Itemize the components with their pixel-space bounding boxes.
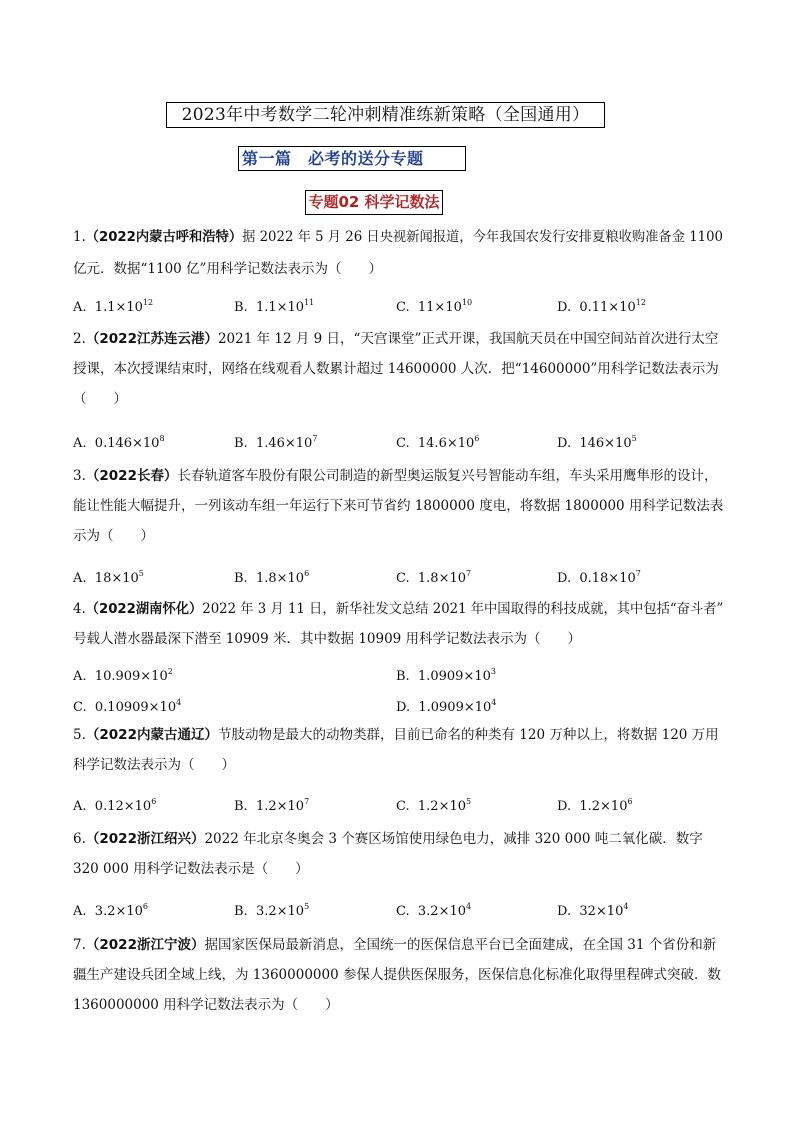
document-title: 2023年中考数学二轮冲刺精准练新策略（全国通用） [166,102,605,128]
question-2-line-1: 2.（2022江苏连云港）2021 年 12 月 9 日，“天宫课堂”正式开课，我国航天员在中国空间站首次进行太空 [73,331,719,347]
question-5-line-1: 5.（2022内蒙古通辽）节肢动物是最大的动物类群，目前已命名的种类有 120 万种以上，将数据 120 万用 [73,727,719,743]
question-1-line-2: 亿元．数据“1100 亿”用科学记数法表示为（ ） [73,261,382,277]
question-6-option-c[interactable]: C. $3.2\times 10^4$ [396,902,472,919]
question-5-option-b[interactable]: B. $1.2\times 10^7$ [234,797,310,814]
question-1-option-b[interactable]: B. $1.1\times 10^{11}$ [234,298,315,315]
question-1-option-d[interactable]: D. $0.11\times 10^{12}$ [557,298,646,315]
question-7-line-1: 7.（2022浙江宁波）据国家医保局最新消息，全国统一的医保信息平台已全面建成，在全国 31 个省份和新 [73,937,717,953]
question-2-option-b[interactable]: B. $1.46\times 10^7$ [234,434,318,451]
question-3-line-2: 能让性能大幅提升，一列该动车组一年运行下来可节省约 1800000 度电，将数据 1800000 用科学记数法表 [73,498,724,514]
question-2-option-a[interactable]: A. $0.146\times 10^8$ [73,434,165,451]
question-6-option-a[interactable]: A. $3.2\times 10^6$ [73,902,148,919]
question-7-line-3: 1360000000 用科学记数法表示为（ ） [73,997,339,1013]
question-6-option-b[interactable]: B. $3.2\times 10^5$ [234,902,310,919]
question-1-option-a[interactable]: A. $1.1\times 10^{12}$ [73,298,154,315]
question-3-option-d[interactable]: D. $0.18\times 10^7$ [557,569,641,586]
question-2-option-d[interactable]: D. $146\times 10^5$ [557,434,637,451]
question-5-option-c[interactable]: C. $1.2\times 10^5$ [396,797,472,814]
question-5-option-d[interactable]: D. $1.2\times 10^6$ [557,797,633,814]
question-3-option-c[interactable]: C. $1.8\times 10^7$ [396,569,472,586]
question-4-option-a[interactable]: A. $10.909\times 10^2$ [73,667,173,684]
question-6-line-2: 320 000 用科学记数法表示是（ ） [73,861,309,877]
question-2-line-2: 授课，本次授课结束时，网络在线观看人数累计超过 14600000 人次．把“14600000”用科学记数法表示为 [73,361,719,377]
question-4-source: （2022湖南怀化） [85,601,203,617]
question-6-option-d[interactable]: D. $32\times 10^4$ [557,902,629,919]
question-7-source: （2022浙江宁波） [85,937,205,953]
question-2-option-c[interactable]: C. $14.6\times 10^6$ [396,434,480,451]
question-5-option-a[interactable]: A. $0.12\times 10^6$ [73,797,157,814]
question-4-option-b[interactable]: B. $1.0909\times 10^3$ [396,667,496,684]
question-5-line-2: 科学记数法表示为（ ） [73,757,235,773]
question-2-source: （2022江苏连云港） [85,331,218,347]
question-4-option-d[interactable]: D. $1.0909\times 10^4$ [396,698,497,715]
question-3-line-3: 示为（ ） [73,528,154,544]
question-2-line-3: （ ） [73,391,127,407]
question-4-option-c[interactable]: C. $0.10909\times 10^4$ [73,698,182,715]
question-4-line-2: 号载人潜水器最深下潜至 10909 米．其中数据 10909 用科学记数法表示为（ ） [73,631,582,647]
question-1-line-1: 1.（2022内蒙古呼和浩特）据 2022 年 5 月 26 日央视新闻报道，今年我国农发行安排夏粮收购准备金 1100 [73,229,724,245]
question-5-source: （2022内蒙古通辽） [85,727,218,743]
question-6-line-1: 6.（2022浙江绍兴）2022 年北京冬奥会 3 个赛区场馆使用绿色电力，减排 320 000 吨二氧化碳．数字 [73,831,703,847]
question-3-line-1: 3.（2022长春）长春轨道客车股份有限公司制造的新型奥运版复兴号智能动车组，车头采用鹰隼形的设计， [73,468,718,484]
question-1-source: （2022内蒙古呼和浩特） [85,229,243,245]
question-3-option-a[interactable]: A. $18\times 10^5$ [73,569,144,586]
question-1-option-c[interactable]: C. $11\times 10^{10}$ [396,298,473,315]
question-4-line-1: 4.（2022湖南怀化）2022 年 3 月 11 日，新华社发文总结 2021 年中国取得的科技成就，其中包括“奋斗者” [73,601,724,617]
question-3-source: （2022长春） [85,468,178,484]
part-heading: 第一篇 必考的送分专题 [238,146,466,171]
topic-heading: 专题02 科学记数法 [305,190,443,215]
question-7-line-2: 疆生产建设兵团全域上线，为 1360000000 参保人提供医保服务，医保信息化标准化取得里程碑式突破．数 [73,967,721,983]
question-6-source: （2022浙江绍兴） [85,831,205,847]
question-3-option-b[interactable]: B. $1.8\times 10^6$ [234,569,310,586]
